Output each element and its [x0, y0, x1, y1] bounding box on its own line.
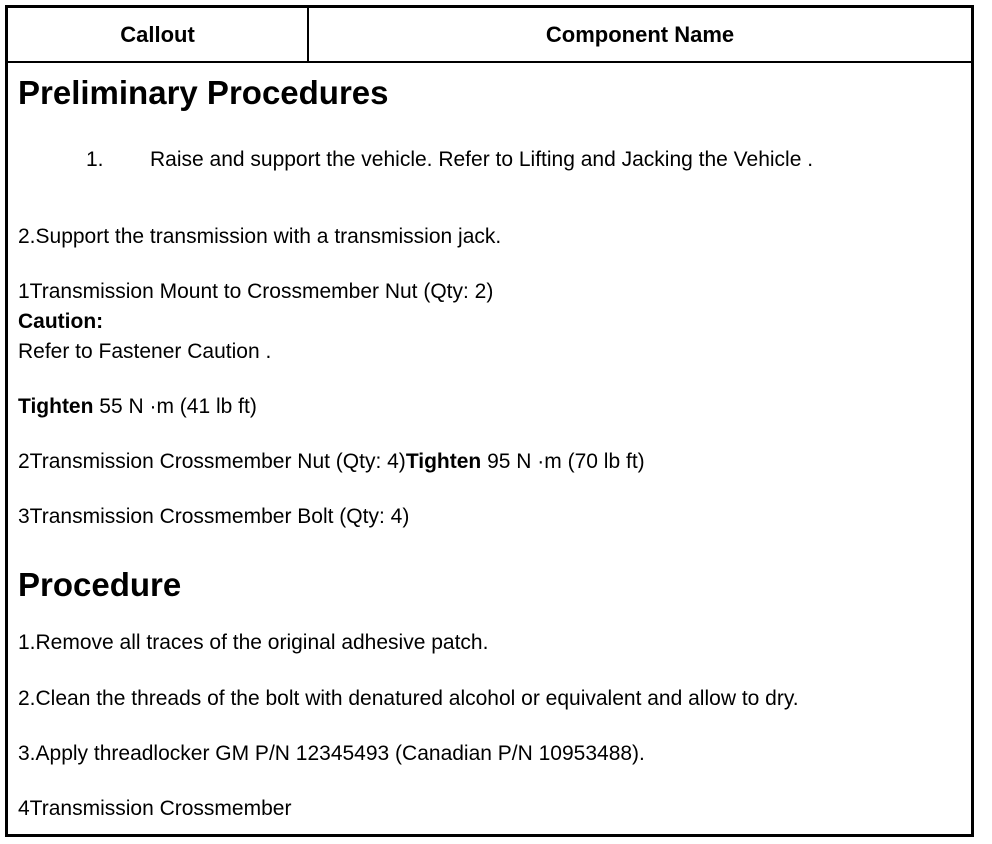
- caution-label: Caution:: [18, 310, 104, 333]
- component-item-1: 1Transmission Mount to Crossmember Nut (Qty: 2): [18, 280, 494, 303]
- preliminary-step-1-number: 1.: [86, 148, 104, 171]
- procedure-step-1: 1.Remove all traces of the original adhesive patch.: [18, 631, 489, 654]
- caution-text: Refer to Fastener Caution .: [18, 340, 272, 363]
- preliminary-step-1: [86, 149, 813, 170]
- procedure-step-3: 3.Apply threadlocker GM P/N 12345493 (Canadian P/N 10953488).: [18, 742, 645, 765]
- component-item-2: [18, 451, 645, 472]
- document-table: [5, 5, 974, 837]
- tighten-label: Tighten: [18, 395, 94, 418]
- item-1-torque-spec: [18, 396, 257, 417]
- tighten-label: Tighten: [405, 450, 482, 473]
- component-item-3: 3Transmission Crossmember Bolt (Qty: 4): [18, 505, 410, 528]
- component-item-2-text: 2Transmission Crossmember Nut (Qty: 4): [18, 450, 406, 473]
- torque-value: 95 N ·m (70 lb ft): [481, 450, 645, 473]
- torque-value: 55 N ·m (41 lb ft): [93, 395, 257, 418]
- callout-column-header: Callout: [8, 8, 309, 61]
- preliminary-procedures-heading: Preliminary Procedures: [18, 74, 389, 111]
- preliminary-step-2: 2.Support the transmission with a transmission jack.: [18, 225, 502, 248]
- procedure-heading: Procedure: [18, 566, 182, 603]
- preliminary-step-1-text: Raise and support the vehicle. Refer to Lifting and Jacking the Vehicle .: [150, 148, 814, 171]
- table-header-row: [8, 8, 971, 63]
- component-name-column-header: Component Name: [545, 21, 735, 47]
- component-item-4: 4Transmission Crossmember: [18, 797, 292, 820]
- procedure-step-2: 2.Clean the threads of the bolt with denatured alcohol or equivalent and allow to dry.: [18, 687, 799, 710]
